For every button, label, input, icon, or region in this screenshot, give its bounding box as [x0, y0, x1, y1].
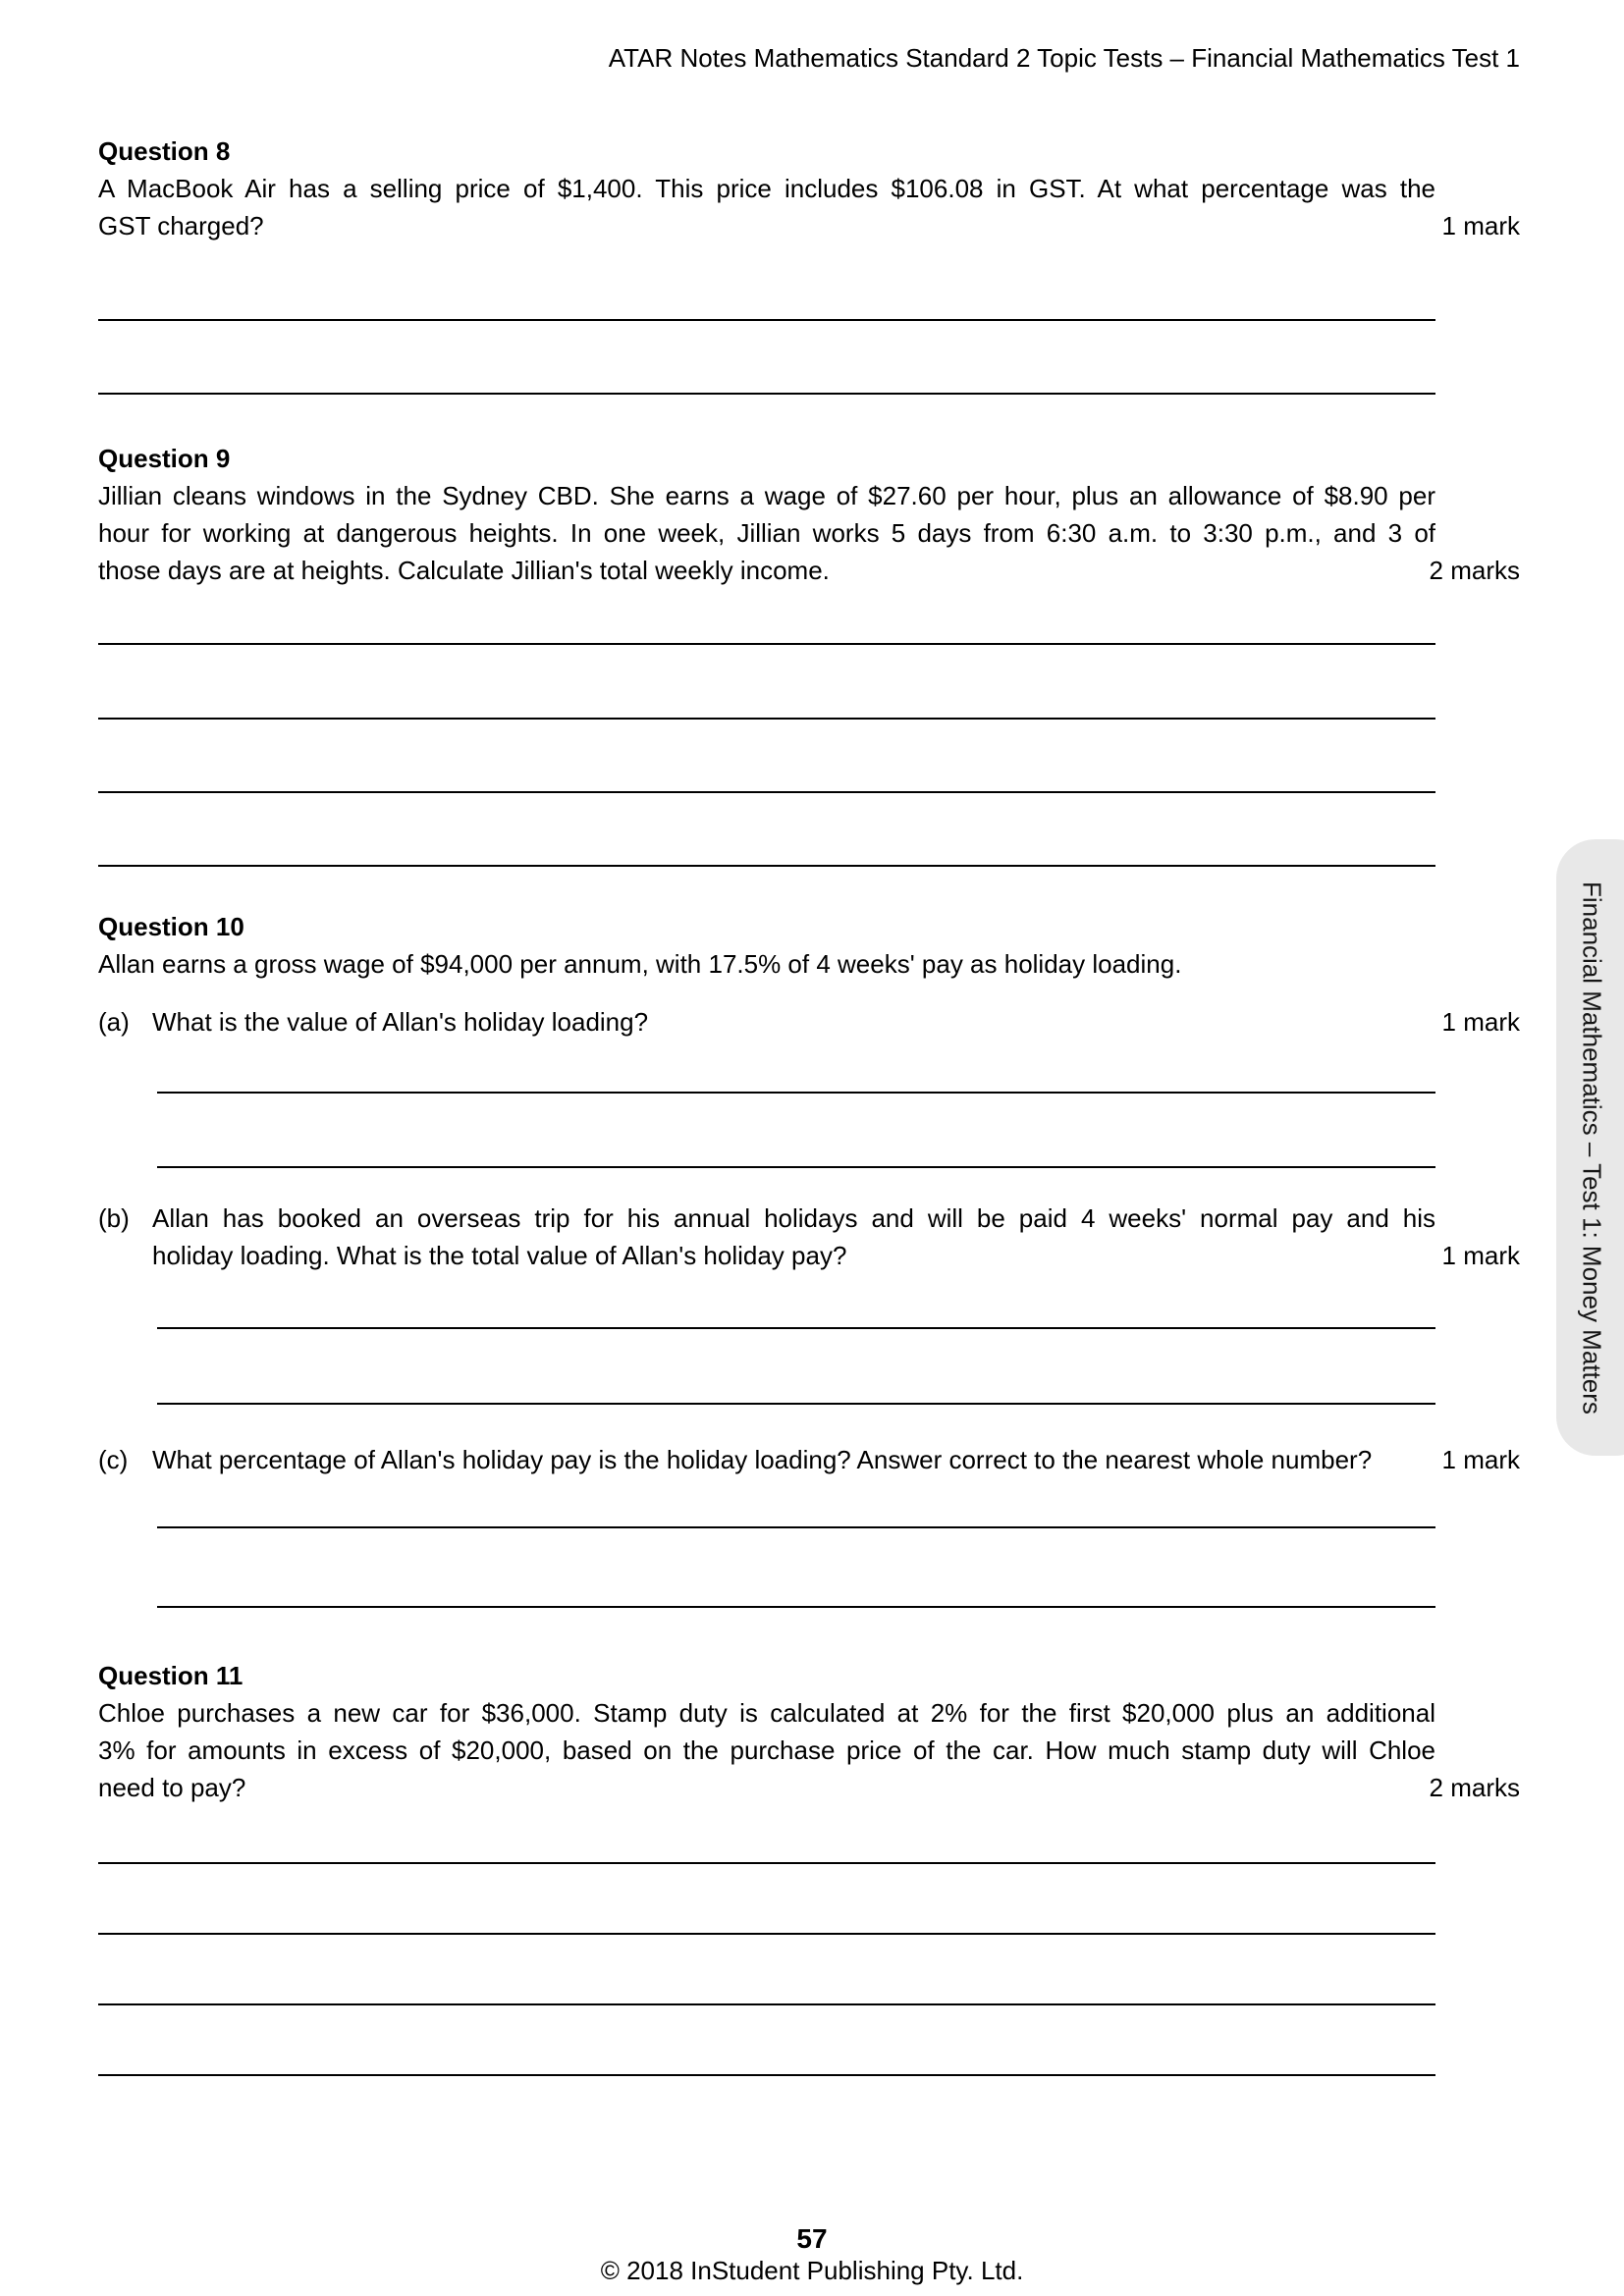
answer-line	[157, 1403, 1435, 1405]
answer-line	[98, 2074, 1435, 2076]
question-10-title: Question 10	[98, 912, 244, 941]
answer-line	[98, 1862, 1435, 1864]
marks-label: 1 mark	[1441, 1445, 1520, 1474]
question-9-title: Question 9	[98, 444, 231, 473]
copyright-notice: © 2018 InStudent Publishing Pty. Ltd.	[600, 2256, 1024, 2285]
question-9	[98, 440, 1520, 589]
answer-line	[157, 1166, 1435, 1168]
question-text-line: A MacBook Air has a selling price of $1,400. This price includes $106.08 in GST. At what percentage was the	[98, 174, 1435, 203]
answer-line	[98, 865, 1435, 867]
question-10-part-b	[98, 1200, 1520, 1274]
chapter-tab	[1556, 839, 1624, 1456]
answer-line	[98, 643, 1435, 645]
question-text-line: Jillian cleans windows in the Sydney CBD. She earns a wage of $27.60 per hour, plus an allowance of $8.90 per	[98, 481, 1435, 510]
question-text-line: hour for working at dangerous heights. In one week, Jillian works 5 days from 6:30 a.m. to 3:30 p.m., and 3 of	[98, 518, 1435, 548]
question-text-line: those days are at heights. Calculate Jillian's total weekly income.	[98, 556, 830, 585]
part-text-line: holiday loading. What is the total value of Allan's holiday pay?	[152, 1241, 847, 1270]
chapter-tab-label: Financial Mathematics – Test 1: Money Matters	[1577, 881, 1607, 1415]
question-9-text	[98, 477, 1435, 589]
question-10	[98, 908, 1520, 983]
part-label: (b)	[98, 1203, 130, 1233]
question-11-title: Question 11	[98, 1661, 244, 1690]
part-text-line: What percentage of Allan's holiday pay is the holiday loading? Answer correct to the nearest whole number?	[152, 1445, 1373, 1474]
question-8-text	[98, 170, 1435, 244]
question-10-part-a	[98, 1003, 1520, 1041]
part-text-line: What is the value of Allan's holiday loading?	[152, 1007, 649, 1037]
part-label: (c)	[98, 1445, 129, 1474]
answer-line	[157, 1606, 1435, 1608]
marks-label: 2 marks	[1429, 1773, 1520, 1802]
question-8-title: Question 8	[98, 136, 231, 166]
marks-label: 1 mark	[1441, 1007, 1520, 1037]
marks-label: 2 marks	[1429, 556, 1520, 585]
answer-line	[98, 2003, 1435, 2005]
answer-line	[157, 1327, 1435, 1329]
question-8	[98, 133, 1520, 244]
answer-line	[98, 1933, 1435, 1935]
part-text-line: Allan has booked an overseas trip for his annual holidays and will be paid 4 weeks' normal pay and his	[152, 1203, 1435, 1233]
marks-label: 1 mark	[1441, 211, 1520, 240]
answer-line	[98, 791, 1435, 793]
question-text-line: 3% for amounts in excess of $20,000, based on the purchase price of the car. How much stamp duty will Chloe	[98, 1735, 1435, 1765]
answer-line	[98, 393, 1435, 395]
question-10-intro: Allan earns a gross wage of $94,000 per annum, with 17.5% of 4 weeks' pay as holiday loading.	[98, 949, 1182, 979]
question-text-line: Chloe purchases a new car for $36,000. Stamp duty is calculated at 2% for the first $20,000 plus an additional	[98, 1698, 1435, 1728]
question-10-part-c	[98, 1441, 1520, 1478]
question-11	[98, 1657, 1520, 1806]
question-text-line: need to pay?	[98, 1773, 246, 1802]
question-text-line: GST charged?	[98, 211, 264, 240]
page-header: ATAR Notes Mathematics Standard 2 Topic Tests – Financial Mathematics Test 1	[608, 43, 1520, 73]
question-11-text	[98, 1694, 1435, 1806]
page-number: 57	[796, 2223, 828, 2254]
answer-line	[98, 718, 1435, 720]
marks-label: 1 mark	[1441, 1241, 1520, 1270]
part-label: (a)	[98, 1007, 130, 1037]
answer-line	[157, 1526, 1435, 1528]
answer-line	[98, 319, 1435, 321]
answer-line	[157, 1092, 1435, 1094]
